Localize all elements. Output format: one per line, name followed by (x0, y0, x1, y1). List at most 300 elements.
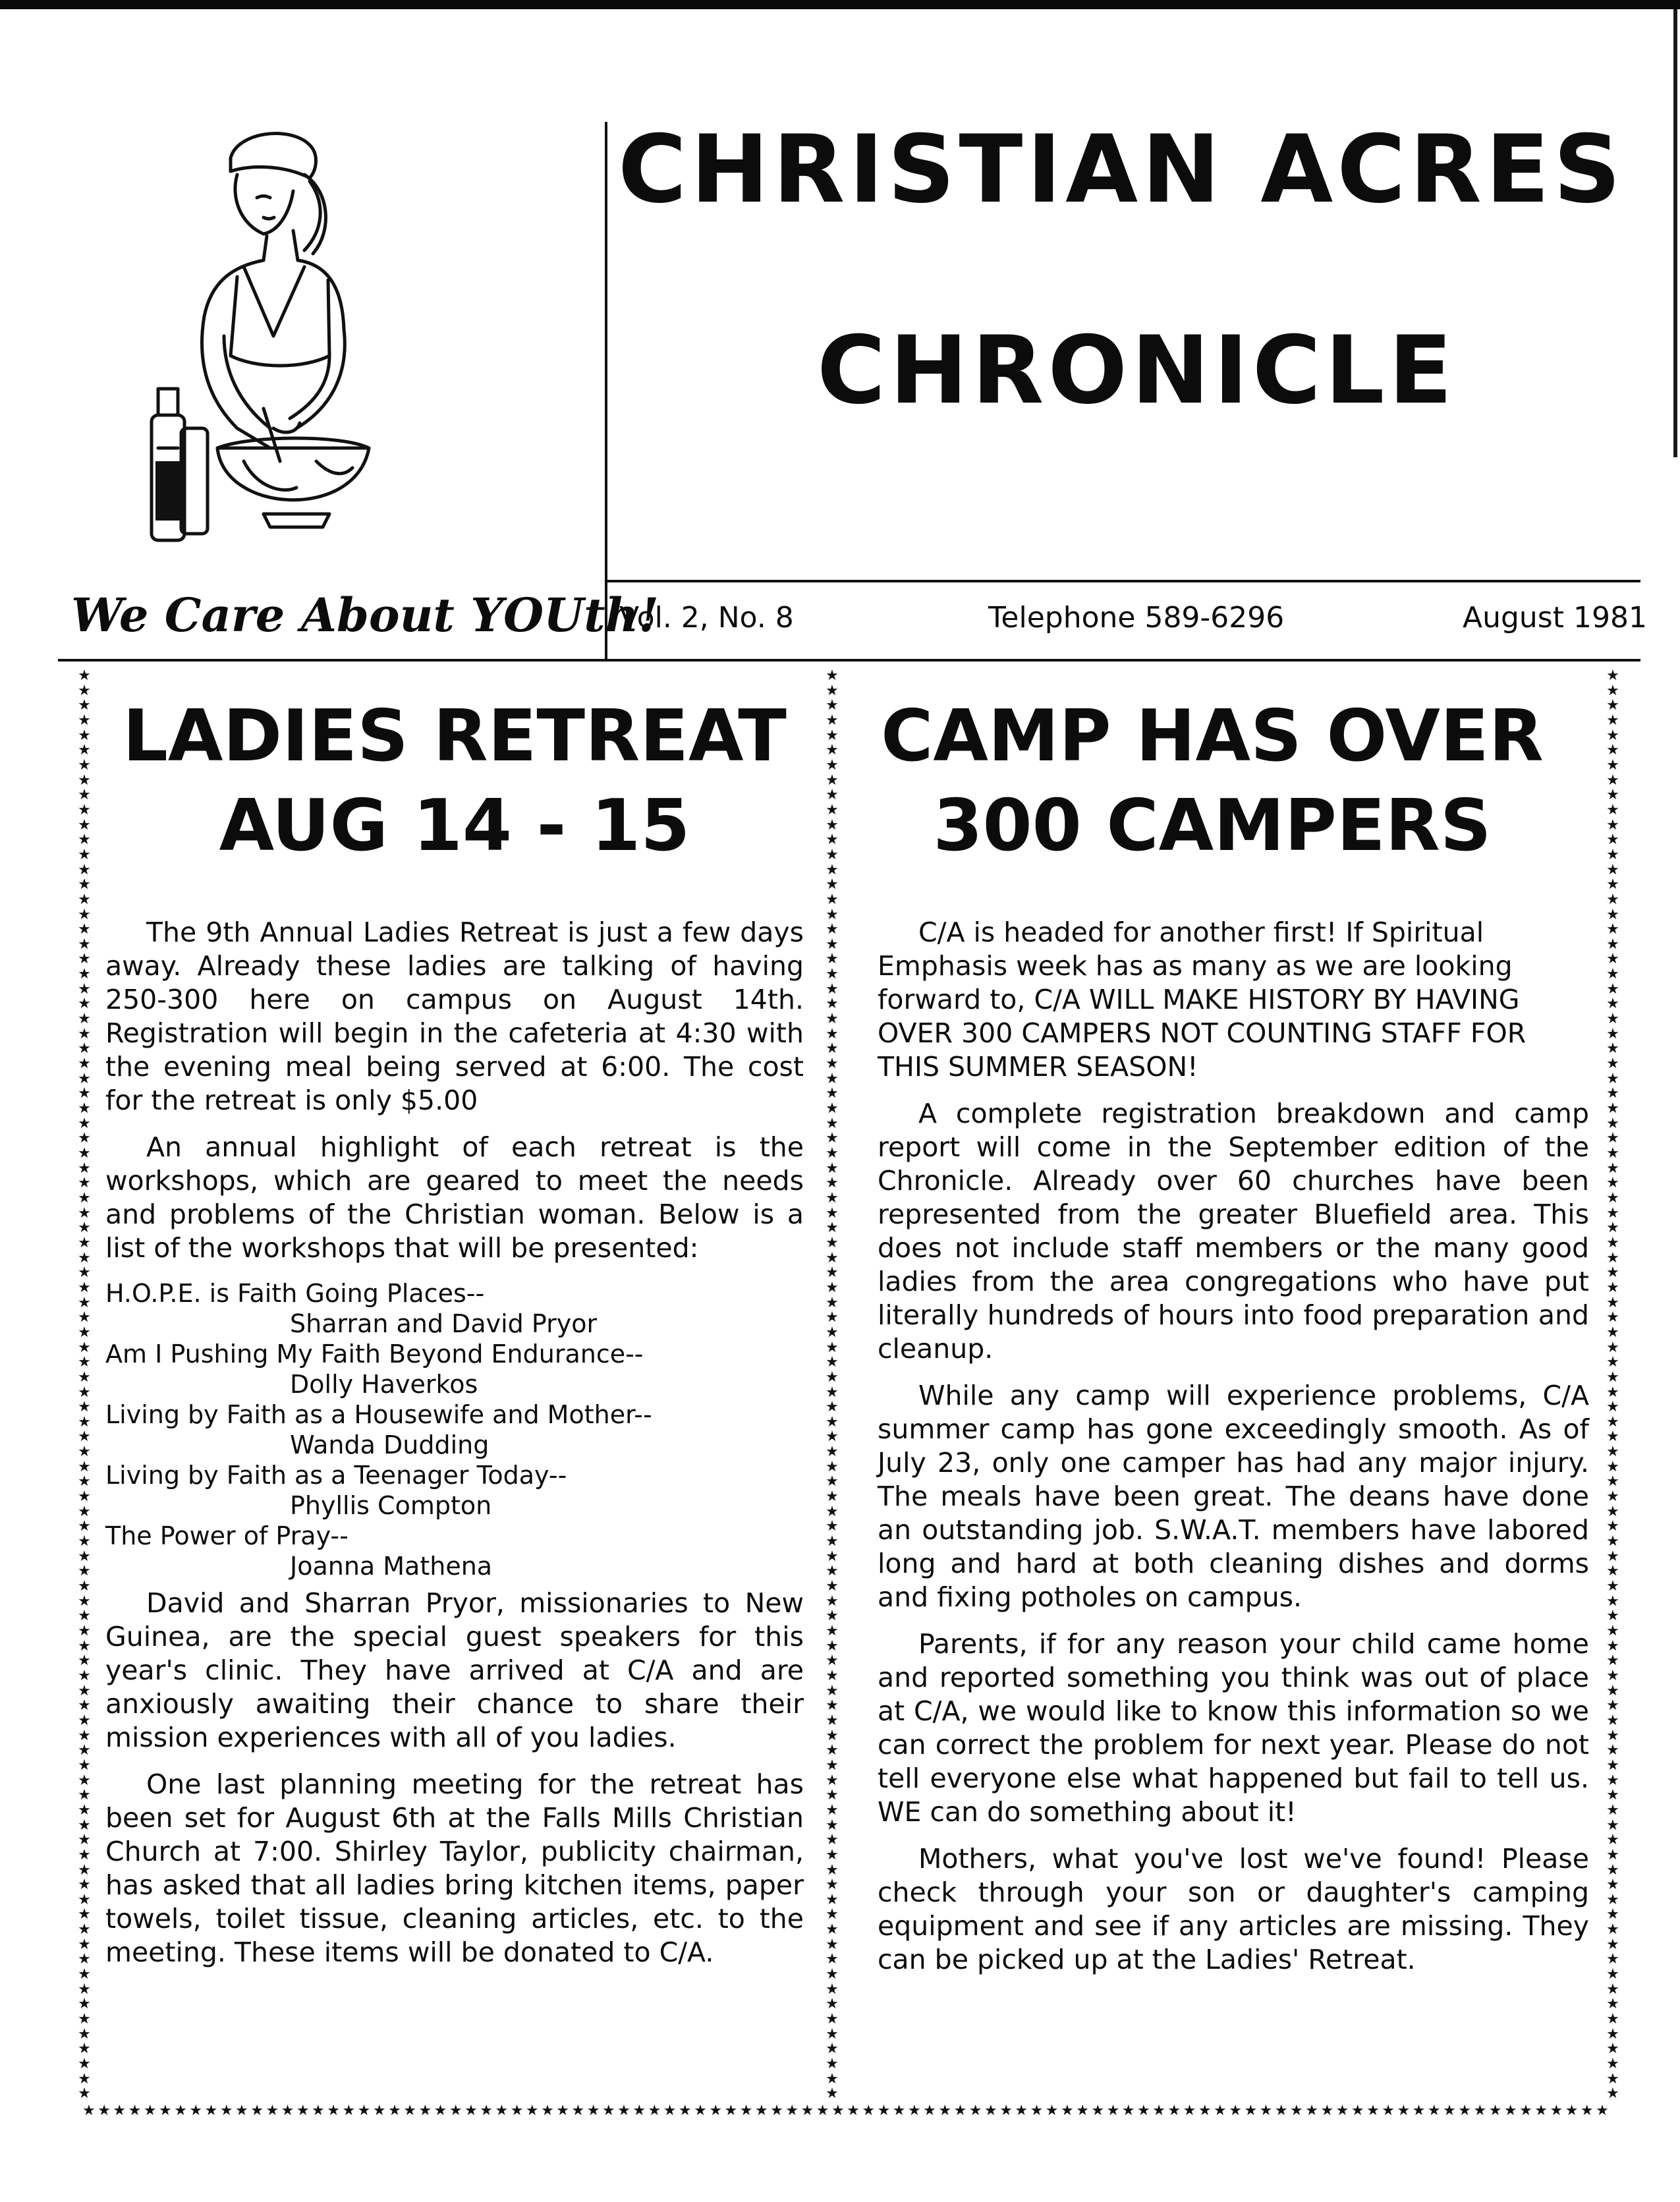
star-ornament: ★ (826, 697, 839, 714)
star-ornament: ★ (1259, 2102, 1273, 2119)
star-ornament: ★ (78, 1473, 91, 1490)
star-ornament: ★ (1606, 1787, 1619, 1804)
article-paragraph: David and Sharran Pryor, missionaries to New Guinea, are the special guest speakers for this year's clinic. They have arrived at C/A and are anxiously awaiting their chance to share their mission experiences with all of you ladies. (105, 1587, 804, 1753)
star-ornament: ★ (1076, 2102, 1089, 2119)
star-ornament: ★ (78, 1817, 91, 1834)
star-ornament: ★ (78, 1488, 91, 1506)
star-ornament: ★ (78, 1712, 91, 1729)
star-ornament: ★ (1214, 2102, 1227, 2119)
star-ornament: ★ (826, 1279, 839, 1296)
star-ornament: ★ (78, 1294, 91, 1311)
star-ornament: ★ (968, 2102, 982, 2119)
star-ornament: ★ (923, 2102, 936, 2119)
star-ornament: ★ (1606, 1877, 1619, 1894)
workshop-title: Living by Faith as a Housewife and Mother-- (105, 1400, 652, 1429)
star-ornament: ★ (1606, 1204, 1619, 1222)
star-ornament: ★ (1606, 1891, 1619, 1908)
star-ornament: ★ (826, 966, 839, 983)
star-ornament: ★ (1443, 2102, 1456, 2119)
star-ornament: ★ (826, 1832, 839, 1849)
star-ornament: ★ (826, 1772, 839, 1789)
star-ornament: ★ (464, 2102, 478, 2119)
star-ornament: ★ (1167, 2102, 1181, 2119)
star-ornament: ★ (78, 1339, 91, 1356)
star-ornament: ★ (78, 1458, 91, 1475)
star-ornament: ★ (1606, 1906, 1619, 1923)
star-ornament: ★ (357, 2102, 371, 2119)
star-ornament: ★ (1606, 1473, 1619, 1490)
star-ornament: ★ (78, 727, 91, 744)
star-ornament: ★ (826, 1189, 839, 1206)
star-ornament: ★ (826, 1563, 839, 1580)
star-ornament: ★ (826, 712, 839, 729)
star-ornament: ★ (78, 1877, 91, 1894)
star-ornament: ★ (78, 1444, 91, 1461)
star-ornament: ★ (372, 2102, 386, 2119)
workshop-list (105, 1278, 804, 1581)
star-ornament: ★ (984, 2102, 997, 2119)
star-ornament: ★ (1606, 1921, 1619, 1938)
star-ornament: ★ (1606, 2041, 1619, 2058)
star-ornament: ★ (826, 1951, 839, 1968)
star-ornament: ★ (1606, 1966, 1619, 1983)
star-ornament: ★ (1606, 1727, 1619, 1744)
star-ornament: ★ (1606, 832, 1619, 849)
star-ornament: ★ (78, 1070, 91, 1087)
star-ornament: ★ (1606, 816, 1619, 833)
star-ornament: ★ (826, 1921, 839, 1938)
star-ornament: ★ (78, 1040, 91, 1058)
star-ornament: ★ (1606, 742, 1619, 759)
workshop-speaker: Wanda Dudding (290, 1430, 490, 1459)
star-ornament: ★ (78, 966, 91, 983)
star-ornament: ★ (1606, 1623, 1619, 1639)
star-ornament: ★ (1606, 712, 1619, 729)
star-ornament: ★ (826, 2041, 839, 2058)
star-ornament: ★ (78, 1249, 91, 1266)
star-ornament: ★ (754, 2102, 768, 2119)
star-ornament: ★ (78, 1548, 91, 1565)
volume-number: Vol. 2, No. 8 (619, 601, 794, 635)
star-ornament: ★ (826, 1637, 839, 1654)
star-ornament: ★ (78, 936, 91, 953)
star-ornament: ★ (342, 2102, 356, 2119)
slogan: We Care About YOUth! (71, 588, 659, 642)
star-ornament: ★ (724, 2102, 738, 2119)
star-ornament: ★ (78, 1160, 91, 1177)
star-ornament: ★ (159, 2102, 172, 2119)
star-ornament: ★ (1606, 1832, 1619, 1849)
star-ornament: ★ (1606, 1040, 1619, 1058)
star-ornament: ★ (78, 1757, 91, 1774)
star-ornament: ★ (826, 1593, 839, 1610)
star-ornament: ★ (826, 1220, 839, 1237)
star-ornament: ★ (525, 2102, 539, 2119)
star-ornament: ★ (250, 2102, 264, 2119)
star-ornament: ★ (1091, 2102, 1105, 2119)
star-ornament: ★ (235, 2102, 248, 2119)
star-ornament: ★ (826, 1533, 839, 1550)
star-ornament: ★ (826, 1234, 839, 1251)
star-ornament: ★ (78, 1189, 91, 1206)
star-ornament: ★ (800, 2102, 814, 2119)
star-ornament: ★ (82, 2102, 96, 2119)
issue-date: August 1981 (1463, 601, 1647, 635)
star-ornament: ★ (1606, 921, 1619, 938)
star-ornament: ★ (1606, 1413, 1619, 1430)
star-ornament: ★ (78, 891, 91, 908)
star-ornament: ★ (78, 1413, 91, 1430)
star-ornament: ★ (1606, 1249, 1619, 1266)
star-ornament: ★ (826, 1070, 839, 1087)
star-ornament: ★ (826, 682, 839, 699)
star-ornament: ★ (1606, 1593, 1619, 1610)
star-ornament: ★ (826, 1623, 839, 1639)
star-ornament: ★ (1606, 1085, 1619, 1102)
star-ornament: ★ (826, 1309, 839, 1326)
star-ornament: ★ (78, 1727, 91, 1744)
woman-baking-illustration (132, 119, 422, 567)
star-ornament: ★ (648, 2102, 661, 2119)
star-ornament: ★ (1606, 1070, 1619, 1087)
article-paragraph: An annual highlight of each retreat is the workshops, which are geared to meet the needs and problems of the Christian woman. Below is a list of the workshops that will be presented: (105, 1131, 804, 1264)
star-ornament: ★ (1458, 2102, 1472, 2119)
star-ornament: ★ (78, 1115, 91, 1132)
star-ornament: ★ (78, 772, 91, 789)
star-ornament: ★ (826, 1936, 839, 1953)
star-ornament: ★ (826, 1040, 839, 1058)
star-ornament: ★ (785, 2102, 799, 2119)
star-ornament: ★ (78, 832, 91, 849)
workshop-speaker: Sharran and David Pryor (290, 1309, 598, 1338)
star-ornament: ★ (1606, 787, 1619, 804)
star-ornament: ★ (388, 2102, 401, 2119)
star-ornament: ★ (78, 1234, 91, 1251)
star-ornament: ★ (312, 2102, 325, 2119)
star-ornament: ★ (266, 2102, 279, 2119)
star-ornament: ★ (1488, 2102, 1502, 2119)
star-ornament: ★ (826, 1056, 839, 1073)
star-ornament: ★ (826, 2025, 839, 2043)
star-ornament: ★ (678, 2102, 692, 2119)
star-ornament: ★ (1606, 906, 1619, 923)
star-ornament: ★ (826, 1413, 839, 1430)
star-ornament: ★ (1606, 1220, 1619, 1237)
star-ornament: ★ (1606, 1339, 1619, 1356)
star-ornament: ★ (826, 1473, 839, 1490)
star-ornament: ★ (1606, 1861, 1619, 1878)
star-ornament: ★ (1427, 2102, 1441, 2119)
star-ornament: ★ (78, 921, 91, 938)
newsletter-subtitle: CHRONICLE (817, 316, 1457, 425)
star-ornament: ★ (78, 1891, 91, 1908)
star-ornament: ★ (78, 1085, 91, 1102)
star-ornament: ★ (327, 2102, 340, 2119)
star-ornament: ★ (826, 1085, 839, 1102)
star-ornament: ★ (78, 2011, 91, 2028)
star-ornament: ★ (1606, 1264, 1619, 1282)
star-ornament: ★ (556, 2102, 570, 2119)
star-ornament: ★ (78, 1279, 91, 1296)
star-ornament: ★ (1606, 980, 1619, 998)
star-ornament: ★ (78, 1846, 91, 1863)
star-ornament: ★ (826, 906, 839, 923)
star-ornament: ★ (1606, 1399, 1619, 1416)
star-ornament: ★ (1606, 1189, 1619, 1206)
star-ornament: ★ (1045, 2102, 1059, 2119)
star-ornament: ★ (480, 2102, 493, 2119)
star-ornament: ★ (1382, 2102, 1395, 2119)
star-ornament: ★ (1606, 876, 1619, 893)
star-ornament: ★ (78, 1264, 91, 1282)
star-ornament: ★ (826, 1503, 839, 1520)
star-ornament: ★ (1606, 1667, 1619, 1684)
star-ornament: ★ (1596, 2102, 1609, 2119)
star-ornament: ★ (113, 2102, 126, 2119)
star-ornament: ★ (826, 1667, 839, 1684)
headline-line: CAMP HAS OVER (881, 695, 1544, 777)
star-ornament: ★ (1106, 2102, 1120, 2119)
star-ornament: ★ (826, 1817, 839, 1834)
star-ornament: ★ (78, 1025, 91, 1042)
star-ornament: ★ (78, 742, 91, 759)
star-ornament: ★ (877, 2102, 891, 2119)
star-ornament: ★ (826, 1025, 839, 1042)
star-ornament: ★ (78, 1503, 91, 1520)
star-ornament: ★ (826, 1996, 839, 2013)
star-ornament: ★ (78, 1354, 91, 1371)
star-ornament: ★ (78, 1787, 91, 1804)
star-ornament: ★ (1244, 2102, 1258, 2119)
star-ornament: ★ (1606, 1548, 1619, 1565)
star-ornament: ★ (403, 2102, 416, 2119)
star-ornament: ★ (826, 1204, 839, 1222)
star-ornament: ★ (78, 1130, 91, 1147)
star-ornament: ★ (1606, 1981, 1619, 1998)
star-ornament: ★ (826, 1697, 839, 1714)
star-ornament: ★ (1606, 1533, 1619, 1550)
star-ornament: ★ (826, 1458, 839, 1475)
article-paragraph: One last planning meeting for the retreat has been set for August 6th at the Falls Mills Christian Church at 7:00. Shirley Taylor, publicity chairman, has asked that all ladies bring kitchen items, paper towels, toilet tissue, cleaning articles, etc. to the meeting. These items will be donated to C/A. (105, 1768, 804, 1968)
star-ornament: ★ (1606, 1772, 1619, 1789)
star-ornament: ★ (826, 1264, 839, 1282)
star-ornament: ★ (1606, 1488, 1619, 1506)
star-ornament: ★ (1503, 2102, 1517, 2119)
star-ornament: ★ (78, 1056, 91, 1073)
star-ornament: ★ (1397, 2102, 1411, 2119)
star-ornament: ★ (617, 2102, 630, 2119)
headline-ladies-retreat (112, 692, 797, 871)
star-ornament: ★ (1606, 1145, 1619, 1162)
star-ornament: ★ (826, 756, 839, 774)
star-ornament: ★ (632, 2102, 646, 2119)
star-ornament: ★ (78, 1608, 91, 1625)
star-ornament: ★ (1606, 861, 1619, 878)
star-ornament: ★ (826, 1861, 839, 1878)
star-ornament: ★ (826, 1115, 839, 1132)
star-ornament: ★ (296, 2102, 310, 2119)
star-ornament: ★ (826, 1145, 839, 1162)
star-ornament: ★ (78, 1921, 91, 1938)
star-ornament: ★ (831, 2102, 845, 2119)
star-ornament: ★ (1606, 1742, 1619, 1759)
star-ornament: ★ (1519, 2102, 1532, 2119)
star-ornament: ★ (174, 2102, 187, 2119)
star-ornament: ★ (826, 846, 839, 863)
star-ornament: ★ (78, 1652, 91, 1670)
star-ornament: ★ (826, 2011, 839, 2028)
star-ornament: ★ (78, 1204, 91, 1222)
star-ornament: ★ (1606, 1637, 1619, 1654)
star-ornament: ★ (826, 1249, 839, 1266)
star-ornament: ★ (739, 2102, 753, 2119)
star-ornament: ★ (1606, 2056, 1619, 2073)
star-ornament: ★ (826, 1384, 839, 1401)
page-edge-shadow (1673, 9, 1677, 457)
star-ornament: ★ (1606, 2011, 1619, 2028)
star-ornament: ★ (78, 816, 91, 833)
star-ornament: ★ (78, 951, 91, 968)
star-ornament: ★ (1606, 1563, 1619, 1580)
workshop-speaker: Joanna Mathena (290, 1552, 493, 1581)
star-ornament: ★ (78, 1309, 91, 1326)
star-ornament: ★ (78, 1428, 91, 1446)
star-ornament: ★ (826, 1981, 839, 1998)
star-ornament: ★ (826, 1488, 839, 1506)
star-ornament: ★ (78, 1220, 91, 1237)
headline-line: AUG 14 - 15 (219, 785, 690, 867)
star-ornament: ★ (602, 2102, 615, 2119)
star-ornament: ★ (510, 2102, 524, 2119)
star-ornament: ★ (1606, 1294, 1619, 1311)
star-ornament: ★ (826, 1160, 839, 1177)
star-ornament: ★ (1290, 2102, 1303, 2119)
star-ornament: ★ (1606, 1608, 1619, 1625)
star-ornament: ★ (1606, 1682, 1619, 1699)
star-ornament: ★ (1320, 2102, 1334, 2119)
star-ornament: ★ (1412, 2102, 1426, 2119)
star-ornament: ★ (78, 787, 91, 804)
star-ornament: ★ (78, 1518, 91, 1535)
star-ornament: ★ (862, 2102, 876, 2119)
star-ornament: ★ (826, 1444, 839, 1461)
star-ornament: ★ (826, 1966, 839, 1983)
star-ornament: ★ (826, 1399, 839, 1416)
star-ornament: ★ (449, 2102, 462, 2119)
star-border-middle (822, 669, 842, 2102)
star-ornament: ★ (694, 2102, 707, 2119)
star-ornament: ★ (826, 727, 839, 744)
star-ornament: ★ (826, 1877, 839, 1894)
article-paragraph: A complete registration breakdown and camp report will come in the September edition of the Chronicle. Already over 60 churches have been represented from the greater Bluefield area. This does not include staff members or the many good ladies from the area congregations who have put literally hundreds of hours into food preparation and cleanup. (878, 1098, 1589, 1365)
star-ornament: ★ (1183, 2102, 1196, 2119)
star-ornament: ★ (1606, 1115, 1619, 1132)
star-ornament: ★ (826, 1011, 839, 1028)
star-ornament: ★ (826, 1339, 839, 1356)
star-ornament: ★ (663, 2102, 677, 2119)
star-ornament: ★ (907, 2102, 921, 2119)
star-ornament: ★ (826, 921, 839, 938)
star-ornament: ★ (826, 1324, 839, 1341)
headline-line: LADIES RETREAT (123, 695, 787, 777)
star-ornament: ★ (1606, 1011, 1619, 1028)
ladies-retreat-article (105, 916, 804, 1983)
star-ornament: ★ (826, 1369, 839, 1386)
star-ornament: ★ (189, 2102, 203, 2119)
star-ornament: ★ (78, 1623, 91, 1639)
headline-line: 300 CAMPERS (933, 785, 1492, 867)
star-ornament: ★ (78, 1906, 91, 1923)
headline-camp-campers (856, 692, 1568, 871)
star-ornament: ★ (1274, 2102, 1288, 2119)
star-ornament: ★ (78, 1981, 91, 1998)
star-ornament: ★ (826, 1757, 839, 1774)
star-ornament: ★ (1152, 2102, 1165, 2119)
star-ornament: ★ (1606, 2025, 1619, 2043)
star-ornament: ★ (826, 1742, 839, 1759)
star-ornament: ★ (826, 1846, 839, 1863)
workshop-title: H.O.P.E. is Faith Going Places-- (105, 1279, 485, 1308)
star-ornament: ★ (78, 2056, 91, 2073)
telephone-number: Telephone 589-6296 (988, 601, 1285, 635)
workshop-speaker: Dolly Haverkos (290, 1370, 478, 1399)
star-ornament: ★ (1580, 2102, 1594, 2119)
star-ornament: ★ (1606, 756, 1619, 774)
star-ornament: ★ (826, 1100, 839, 1117)
star-ornament: ★ (892, 2102, 906, 2119)
star-ornament: ★ (1606, 682, 1619, 699)
star-ornament: ★ (541, 2102, 554, 2119)
star-ornament: ★ (1606, 1578, 1619, 1595)
star-ornament: ★ (78, 996, 91, 1013)
star-ornament: ★ (826, 772, 839, 789)
star-ornament: ★ (1606, 1025, 1619, 1042)
star-ornament: ★ (78, 712, 91, 729)
star-ornament: ★ (826, 1175, 839, 1192)
star-ornament: ★ (1305, 2102, 1318, 2119)
star-ornament: ★ (1550, 2102, 1563, 2119)
star-ornament: ★ (98, 2102, 111, 2119)
star-ornament: ★ (1606, 1160, 1619, 1177)
star-ornament: ★ (78, 1593, 91, 1610)
star-ornament: ★ (1606, 772, 1619, 789)
star-ornament: ★ (938, 2102, 952, 2119)
star-ornament: ★ (826, 1354, 839, 1371)
top-border-rule (0, 0, 1680, 9)
star-ornament: ★ (1606, 1936, 1619, 1953)
star-ornament: ★ (78, 801, 91, 818)
star-ornament: ★ (128, 2102, 142, 2119)
star-ornament: ★ (826, 2070, 839, 2087)
star-ornament: ★ (816, 2102, 829, 2119)
star-ornament: ★ (1606, 697, 1619, 714)
star-ornament: ★ (586, 2102, 600, 2119)
star-ornament: ★ (78, 846, 91, 863)
article-paragraph: The 9th Annual Ladies Retreat is just a few days away. Already these ladies are talking of having 250-300 here on campus on August 14th. Registration will begin in the cafeteria at 4:30 with the evening meal being served at 6:00. The cost for the retreat is only $5.00 (105, 917, 804, 1116)
masthead-divider (605, 122, 607, 659)
star-ornament: ★ (1606, 1100, 1619, 1117)
star-ornament: ★ (78, 1667, 91, 1684)
star-ornament: ★ (78, 1175, 91, 1192)
star-ornament: ★ (1606, 1951, 1619, 1968)
star-ornament: ★ (826, 1548, 839, 1565)
star-ornament: ★ (78, 1384, 91, 1401)
star-ornament: ★ (826, 1801, 839, 1819)
star-ornament: ★ (418, 2102, 432, 2119)
star-ornament: ★ (826, 980, 839, 998)
star-ornament: ★ (1473, 2102, 1487, 2119)
star-ornament: ★ (709, 2102, 723, 2119)
